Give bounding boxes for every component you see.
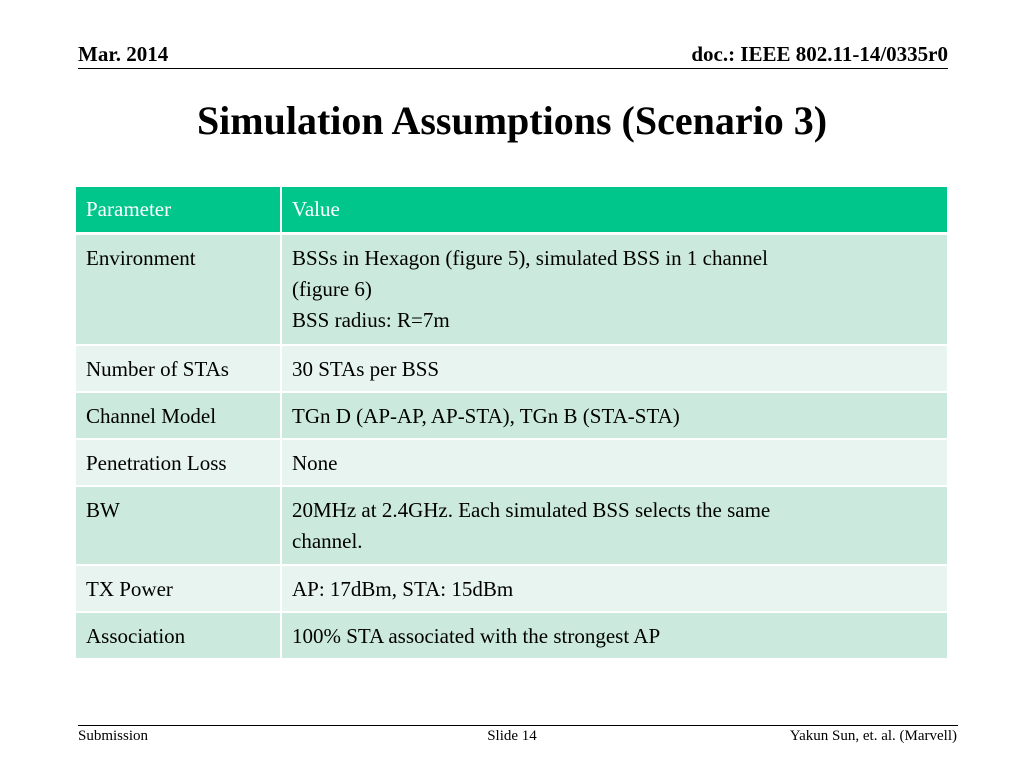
value-cell bbox=[281, 345, 947, 392]
footer-slide-number: Slide 14 bbox=[487, 728, 537, 744]
parameters-table bbox=[76, 187, 947, 660]
value-line: TGn D (AP-AP, AP-STA), TGn B (STA-STA) bbox=[292, 404, 680, 428]
table-row bbox=[76, 565, 947, 612]
column-header-value: Value bbox=[281, 187, 947, 234]
value-line: 20MHz at 2.4GHz. Each simulated BSS selects the same bbox=[292, 498, 771, 522]
table-row bbox=[76, 439, 947, 486]
value-cell bbox=[281, 565, 947, 612]
value-line: None bbox=[292, 451, 338, 475]
value-line: BSSs in Hexagon (figure 5), simulated BSS in 1 channel bbox=[292, 246, 768, 270]
header-date: Mar. 2014 bbox=[78, 42, 169, 66]
value-line: (figure 6) bbox=[292, 277, 372, 301]
value-cell bbox=[281, 612, 947, 659]
param-cell: BW bbox=[76, 486, 281, 565]
table-header-row bbox=[76, 187, 947, 234]
value-line: channel. bbox=[292, 529, 363, 553]
slide-title: Simulation Assumptions (Scenario 3) bbox=[196, 98, 828, 143]
param-cell: Environment bbox=[76, 234, 281, 346]
value-cell bbox=[281, 486, 947, 565]
table-row bbox=[76, 345, 947, 392]
param-cell: Association bbox=[76, 612, 281, 659]
table-row bbox=[76, 486, 947, 565]
footer-submission: Submission bbox=[78, 728, 149, 744]
header-rule bbox=[78, 68, 948, 69]
param-cell: Channel Model bbox=[76, 392, 281, 439]
value-line: AP: 17dBm, STA: 15dBm bbox=[292, 577, 514, 601]
param-cell: Number of STAs bbox=[76, 345, 281, 392]
value-cell bbox=[281, 439, 947, 486]
footer-rule bbox=[78, 725, 958, 726]
value-line: BSS radius: R=7m bbox=[292, 308, 450, 332]
value-cell bbox=[281, 392, 947, 439]
value-line: 30 STAs per BSS bbox=[292, 357, 440, 381]
footer-author: Yakun Sun, et. al. (Marvell) bbox=[789, 728, 957, 744]
table-row bbox=[76, 234, 947, 346]
param-cell: TX Power bbox=[76, 565, 281, 612]
value-cell bbox=[281, 234, 947, 346]
table-row bbox=[76, 392, 947, 439]
column-header-parameter: Parameter bbox=[76, 187, 281, 234]
header-doc-number: doc.: IEEE 802.11-14/0335r0 bbox=[691, 42, 948, 66]
table-row bbox=[76, 612, 947, 659]
value-line: 100% STA associated with the strongest AP bbox=[292, 624, 661, 648]
param-cell: Penetration Loss bbox=[76, 439, 281, 486]
